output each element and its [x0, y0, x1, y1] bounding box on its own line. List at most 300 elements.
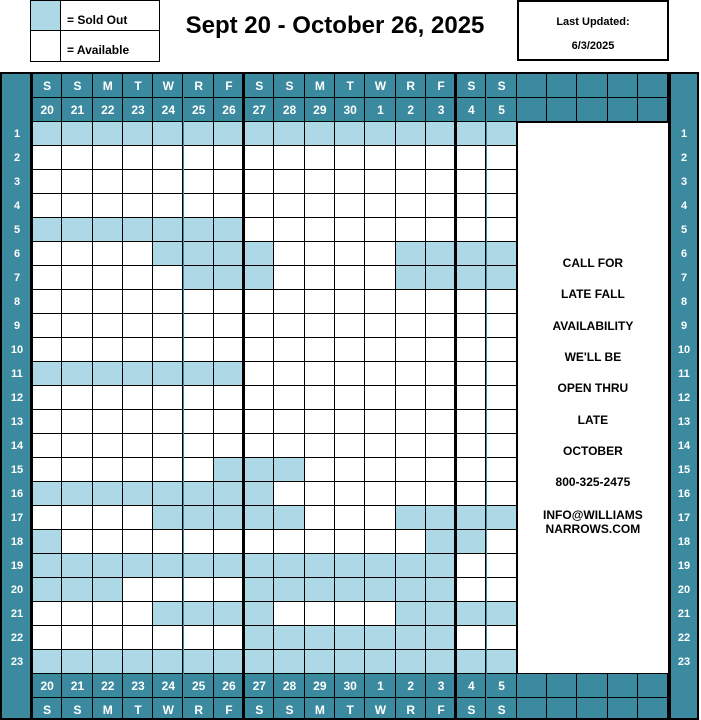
sold-out-cell[interactable]	[153, 602, 183, 626]
available-cell[interactable]	[487, 530, 517, 554]
available-cell[interactable]	[32, 602, 62, 626]
available-cell[interactable]	[153, 410, 183, 434]
available-cell[interactable]	[274, 362, 304, 386]
available-cell[interactable]	[123, 242, 153, 266]
sold-out-cell[interactable]	[214, 122, 244, 146]
available-cell[interactable]	[123, 266, 153, 290]
available-cell[interactable]	[487, 626, 517, 650]
sold-out-cell[interactable]	[456, 650, 486, 674]
sold-out-cell[interactable]	[396, 122, 426, 146]
sold-out-cell[interactable]	[244, 578, 274, 602]
available-cell[interactable]	[93, 242, 123, 266]
available-cell[interactable]	[153, 194, 183, 218]
available-cell[interactable]	[274, 338, 304, 362]
available-cell[interactable]	[426, 194, 456, 218]
available-cell[interactable]	[274, 170, 304, 194]
sold-out-cell[interactable]	[335, 650, 365, 674]
available-cell[interactable]	[184, 458, 214, 482]
available-cell[interactable]	[32, 410, 62, 434]
available-cell[interactable]	[305, 434, 335, 458]
available-cell[interactable]	[123, 602, 153, 626]
available-cell[interactable]	[153, 338, 183, 362]
sold-out-cell[interactable]	[305, 626, 335, 650]
sold-out-cell[interactable]	[244, 506, 274, 530]
sold-out-cell[interactable]	[305, 578, 335, 602]
sold-out-cell[interactable]	[32, 218, 62, 242]
available-cell[interactable]	[487, 146, 517, 170]
available-cell[interactable]	[184, 626, 214, 650]
available-cell[interactable]	[244, 146, 274, 170]
sold-out-cell[interactable]	[184, 266, 214, 290]
sold-out-cell[interactable]	[274, 554, 304, 578]
available-cell[interactable]	[305, 290, 335, 314]
available-cell[interactable]	[396, 338, 426, 362]
sold-out-cell[interactable]	[123, 122, 153, 146]
available-cell[interactable]	[335, 506, 365, 530]
available-cell[interactable]	[184, 146, 214, 170]
available-cell[interactable]	[153, 458, 183, 482]
available-cell[interactable]	[426, 458, 456, 482]
available-cell[interactable]	[184, 386, 214, 410]
sold-out-cell[interactable]	[487, 242, 517, 266]
sold-out-cell[interactable]	[32, 650, 62, 674]
available-cell[interactable]	[335, 218, 365, 242]
available-cell[interactable]	[123, 146, 153, 170]
available-cell[interactable]	[426, 170, 456, 194]
available-cell[interactable]	[153, 386, 183, 410]
sold-out-cell[interactable]	[426, 530, 456, 554]
sold-out-cell[interactable]	[487, 122, 517, 146]
available-cell[interactable]	[62, 386, 92, 410]
available-cell[interactable]	[487, 194, 517, 218]
available-cell[interactable]	[214, 194, 244, 218]
available-cell[interactable]	[32, 146, 62, 170]
available-cell[interactable]	[123, 506, 153, 530]
available-cell[interactable]	[335, 242, 365, 266]
sold-out-cell[interactable]	[62, 650, 92, 674]
available-cell[interactable]	[426, 314, 456, 338]
available-cell[interactable]	[93, 602, 123, 626]
sold-out-cell[interactable]	[426, 626, 456, 650]
available-cell[interactable]	[305, 530, 335, 554]
available-cell[interactable]	[184, 194, 214, 218]
available-cell[interactable]	[244, 314, 274, 338]
available-cell[interactable]	[487, 410, 517, 434]
sold-out-cell[interactable]	[93, 218, 123, 242]
sold-out-cell[interactable]	[32, 554, 62, 578]
sold-out-cell[interactable]	[396, 650, 426, 674]
sold-out-cell[interactable]	[274, 458, 304, 482]
sold-out-cell[interactable]	[123, 362, 153, 386]
available-cell[interactable]	[426, 362, 456, 386]
sold-out-cell[interactable]	[244, 242, 274, 266]
available-cell[interactable]	[335, 170, 365, 194]
available-cell[interactable]	[456, 386, 486, 410]
sold-out-cell[interactable]	[62, 482, 92, 506]
available-cell[interactable]	[396, 146, 426, 170]
available-cell[interactable]	[32, 266, 62, 290]
available-cell[interactable]	[305, 314, 335, 338]
available-cell[interactable]	[365, 314, 395, 338]
available-cell[interactable]	[426, 482, 456, 506]
sold-out-cell[interactable]	[153, 242, 183, 266]
sold-out-cell[interactable]	[426, 122, 456, 146]
sold-out-cell[interactable]	[214, 602, 244, 626]
available-cell[interactable]	[335, 482, 365, 506]
available-cell[interactable]	[32, 170, 62, 194]
available-cell[interactable]	[153, 434, 183, 458]
sold-out-cell[interactable]	[244, 122, 274, 146]
available-cell[interactable]	[153, 170, 183, 194]
available-cell[interactable]	[487, 218, 517, 242]
sold-out-cell[interactable]	[153, 554, 183, 578]
available-cell[interactable]	[32, 434, 62, 458]
available-cell[interactable]	[456, 338, 486, 362]
sold-out-cell[interactable]	[184, 554, 214, 578]
available-cell[interactable]	[244, 338, 274, 362]
available-cell[interactable]	[153, 626, 183, 650]
available-cell[interactable]	[123, 410, 153, 434]
available-cell[interactable]	[365, 530, 395, 554]
available-cell[interactable]	[123, 530, 153, 554]
available-cell[interactable]	[123, 314, 153, 338]
available-cell[interactable]	[305, 266, 335, 290]
sold-out-cell[interactable]	[123, 554, 153, 578]
sold-out-cell[interactable]	[305, 650, 335, 674]
sold-out-cell[interactable]	[62, 362, 92, 386]
sold-out-cell[interactable]	[396, 554, 426, 578]
available-cell[interactable]	[274, 218, 304, 242]
sold-out-cell[interactable]	[214, 482, 244, 506]
sold-out-cell[interactable]	[214, 218, 244, 242]
available-cell[interactable]	[123, 338, 153, 362]
sold-out-cell[interactable]	[153, 506, 183, 530]
sold-out-cell[interactable]	[365, 554, 395, 578]
sold-out-cell[interactable]	[214, 362, 244, 386]
available-cell[interactable]	[184, 290, 214, 314]
available-cell[interactable]	[153, 314, 183, 338]
sold-out-cell[interactable]	[123, 218, 153, 242]
available-cell[interactable]	[62, 410, 92, 434]
available-cell[interactable]	[214, 170, 244, 194]
available-cell[interactable]	[244, 290, 274, 314]
available-cell[interactable]	[335, 386, 365, 410]
sold-out-cell[interactable]	[153, 218, 183, 242]
available-cell[interactable]	[93, 458, 123, 482]
available-cell[interactable]	[365, 266, 395, 290]
available-cell[interactable]	[62, 146, 92, 170]
available-cell[interactable]	[62, 530, 92, 554]
sold-out-cell[interactable]	[335, 626, 365, 650]
sold-out-cell[interactable]	[426, 242, 456, 266]
available-cell[interactable]	[62, 290, 92, 314]
available-cell[interactable]	[487, 338, 517, 362]
available-cell[interactable]	[305, 218, 335, 242]
available-cell[interactable]	[93, 290, 123, 314]
available-cell[interactable]	[214, 530, 244, 554]
available-cell[interactable]	[93, 506, 123, 530]
sold-out-cell[interactable]	[184, 602, 214, 626]
available-cell[interactable]	[214, 410, 244, 434]
available-cell[interactable]	[305, 338, 335, 362]
available-cell[interactable]	[396, 194, 426, 218]
available-cell[interactable]	[426, 218, 456, 242]
sold-out-cell[interactable]	[426, 506, 456, 530]
sold-out-cell[interactable]	[426, 578, 456, 602]
available-cell[interactable]	[365, 410, 395, 434]
available-cell[interactable]	[305, 386, 335, 410]
available-cell[interactable]	[62, 506, 92, 530]
available-cell[interactable]	[32, 626, 62, 650]
sold-out-cell[interactable]	[487, 506, 517, 530]
sold-out-cell[interactable]	[365, 626, 395, 650]
available-cell[interactable]	[214, 290, 244, 314]
available-cell[interactable]	[456, 578, 486, 602]
sold-out-cell[interactable]	[93, 362, 123, 386]
available-cell[interactable]	[153, 146, 183, 170]
sold-out-cell[interactable]	[214, 266, 244, 290]
available-cell[interactable]	[184, 170, 214, 194]
sold-out-cell[interactable]	[184, 122, 214, 146]
available-cell[interactable]	[123, 626, 153, 650]
available-cell[interactable]	[365, 602, 395, 626]
available-cell[interactable]	[365, 386, 395, 410]
available-cell[interactable]	[396, 530, 426, 554]
available-cell[interactable]	[487, 170, 517, 194]
available-cell[interactable]	[274, 242, 304, 266]
available-cell[interactable]	[456, 410, 486, 434]
sold-out-cell[interactable]	[274, 626, 304, 650]
available-cell[interactable]	[93, 410, 123, 434]
available-cell[interactable]	[62, 434, 92, 458]
available-cell[interactable]	[305, 602, 335, 626]
available-cell[interactable]	[456, 290, 486, 314]
available-cell[interactable]	[396, 290, 426, 314]
available-cell[interactable]	[244, 362, 274, 386]
available-cell[interactable]	[335, 434, 365, 458]
available-cell[interactable]	[396, 410, 426, 434]
available-cell[interactable]	[456, 482, 486, 506]
available-cell[interactable]	[184, 410, 214, 434]
sold-out-cell[interactable]	[456, 602, 486, 626]
available-cell[interactable]	[365, 170, 395, 194]
sold-out-cell[interactable]	[244, 482, 274, 506]
sold-out-cell[interactable]	[244, 602, 274, 626]
available-cell[interactable]	[426, 338, 456, 362]
sold-out-cell[interactable]	[426, 602, 456, 626]
sold-out-cell[interactable]	[214, 554, 244, 578]
sold-out-cell[interactable]	[153, 362, 183, 386]
available-cell[interactable]	[62, 170, 92, 194]
available-cell[interactable]	[123, 434, 153, 458]
available-cell[interactable]	[93, 194, 123, 218]
available-cell[interactable]	[426, 146, 456, 170]
available-cell[interactable]	[62, 242, 92, 266]
sold-out-cell[interactable]	[93, 578, 123, 602]
sold-out-cell[interactable]	[396, 626, 426, 650]
available-cell[interactable]	[396, 218, 426, 242]
sold-out-cell[interactable]	[396, 266, 426, 290]
available-cell[interactable]	[396, 362, 426, 386]
available-cell[interactable]	[365, 458, 395, 482]
available-cell[interactable]	[184, 314, 214, 338]
available-cell[interactable]	[335, 410, 365, 434]
available-cell[interactable]	[365, 482, 395, 506]
available-cell[interactable]	[335, 530, 365, 554]
available-cell[interactable]	[305, 146, 335, 170]
sold-out-cell[interactable]	[62, 218, 92, 242]
sold-out-cell[interactable]	[456, 530, 486, 554]
available-cell[interactable]	[184, 578, 214, 602]
available-cell[interactable]	[335, 458, 365, 482]
available-cell[interactable]	[487, 386, 517, 410]
available-cell[interactable]	[456, 434, 486, 458]
sold-out-cell[interactable]	[487, 650, 517, 674]
available-cell[interactable]	[335, 362, 365, 386]
available-cell[interactable]	[244, 170, 274, 194]
available-cell[interactable]	[274, 146, 304, 170]
available-cell[interactable]	[335, 194, 365, 218]
sold-out-cell[interactable]	[426, 266, 456, 290]
available-cell[interactable]	[62, 314, 92, 338]
sold-out-cell[interactable]	[244, 626, 274, 650]
available-cell[interactable]	[396, 170, 426, 194]
available-cell[interactable]	[365, 242, 395, 266]
available-cell[interactable]	[32, 314, 62, 338]
available-cell[interactable]	[365, 146, 395, 170]
sold-out-cell[interactable]	[274, 650, 304, 674]
available-cell[interactable]	[32, 338, 62, 362]
available-cell[interactable]	[93, 434, 123, 458]
sold-out-cell[interactable]	[93, 650, 123, 674]
available-cell[interactable]	[62, 602, 92, 626]
available-cell[interactable]	[487, 458, 517, 482]
sold-out-cell[interactable]	[214, 458, 244, 482]
available-cell[interactable]	[487, 554, 517, 578]
available-cell[interactable]	[153, 290, 183, 314]
available-cell[interactable]	[274, 314, 304, 338]
sold-out-cell[interactable]	[153, 482, 183, 506]
available-cell[interactable]	[456, 314, 486, 338]
available-cell[interactable]	[62, 266, 92, 290]
available-cell[interactable]	[426, 410, 456, 434]
sold-out-cell[interactable]	[396, 506, 426, 530]
sold-out-cell[interactable]	[274, 506, 304, 530]
available-cell[interactable]	[93, 530, 123, 554]
available-cell[interactable]	[487, 290, 517, 314]
available-cell[interactable]	[93, 266, 123, 290]
available-cell[interactable]	[365, 218, 395, 242]
sold-out-cell[interactable]	[244, 458, 274, 482]
available-cell[interactable]	[32, 386, 62, 410]
available-cell[interactable]	[123, 386, 153, 410]
available-cell[interactable]	[305, 410, 335, 434]
available-cell[interactable]	[123, 578, 153, 602]
available-cell[interactable]	[396, 314, 426, 338]
available-cell[interactable]	[62, 458, 92, 482]
sold-out-cell[interactable]	[426, 650, 456, 674]
available-cell[interactable]	[365, 338, 395, 362]
available-cell[interactable]	[123, 458, 153, 482]
available-cell[interactable]	[456, 458, 486, 482]
available-cell[interactable]	[305, 170, 335, 194]
sold-out-cell[interactable]	[274, 578, 304, 602]
available-cell[interactable]	[335, 290, 365, 314]
available-cell[interactable]	[93, 338, 123, 362]
available-cell[interactable]	[32, 290, 62, 314]
available-cell[interactable]	[456, 218, 486, 242]
sold-out-cell[interactable]	[305, 122, 335, 146]
sold-out-cell[interactable]	[184, 218, 214, 242]
available-cell[interactable]	[153, 530, 183, 554]
available-cell[interactable]	[214, 434, 244, 458]
available-cell[interactable]	[335, 338, 365, 362]
sold-out-cell[interactable]	[32, 122, 62, 146]
available-cell[interactable]	[396, 386, 426, 410]
sold-out-cell[interactable]	[456, 506, 486, 530]
sold-out-cell[interactable]	[365, 122, 395, 146]
available-cell[interactable]	[456, 554, 486, 578]
available-cell[interactable]	[487, 578, 517, 602]
available-cell[interactable]	[365, 434, 395, 458]
available-cell[interactable]	[426, 290, 456, 314]
sold-out-cell[interactable]	[244, 650, 274, 674]
available-cell[interactable]	[274, 482, 304, 506]
available-cell[interactable]	[93, 386, 123, 410]
available-cell[interactable]	[274, 194, 304, 218]
available-cell[interactable]	[214, 146, 244, 170]
available-cell[interactable]	[487, 434, 517, 458]
available-cell[interactable]	[244, 218, 274, 242]
available-cell[interactable]	[93, 314, 123, 338]
available-cell[interactable]	[396, 434, 426, 458]
available-cell[interactable]	[456, 362, 486, 386]
available-cell[interactable]	[244, 530, 274, 554]
available-cell[interactable]	[214, 578, 244, 602]
available-cell[interactable]	[244, 194, 274, 218]
sold-out-cell[interactable]	[93, 554, 123, 578]
available-cell[interactable]	[335, 266, 365, 290]
sold-out-cell[interactable]	[123, 650, 153, 674]
sold-out-cell[interactable]	[365, 650, 395, 674]
available-cell[interactable]	[335, 146, 365, 170]
available-cell[interactable]	[214, 338, 244, 362]
available-cell[interactable]	[244, 434, 274, 458]
available-cell[interactable]	[335, 602, 365, 626]
available-cell[interactable]	[274, 266, 304, 290]
available-cell[interactable]	[32, 242, 62, 266]
sold-out-cell[interactable]	[335, 554, 365, 578]
sold-out-cell[interactable]	[153, 122, 183, 146]
sold-out-cell[interactable]	[487, 602, 517, 626]
sold-out-cell[interactable]	[244, 554, 274, 578]
available-cell[interactable]	[184, 338, 214, 362]
sold-out-cell[interactable]	[456, 242, 486, 266]
available-cell[interactable]	[62, 338, 92, 362]
available-cell[interactable]	[426, 386, 456, 410]
sold-out-cell[interactable]	[426, 554, 456, 578]
available-cell[interactable]	[184, 530, 214, 554]
sold-out-cell[interactable]	[214, 650, 244, 674]
available-cell[interactable]	[274, 530, 304, 554]
available-cell[interactable]	[62, 626, 92, 650]
sold-out-cell[interactable]	[396, 578, 426, 602]
sold-out-cell[interactable]	[184, 482, 214, 506]
available-cell[interactable]	[153, 578, 183, 602]
available-cell[interactable]	[123, 170, 153, 194]
sold-out-cell[interactable]	[62, 122, 92, 146]
available-cell[interactable]	[365, 362, 395, 386]
